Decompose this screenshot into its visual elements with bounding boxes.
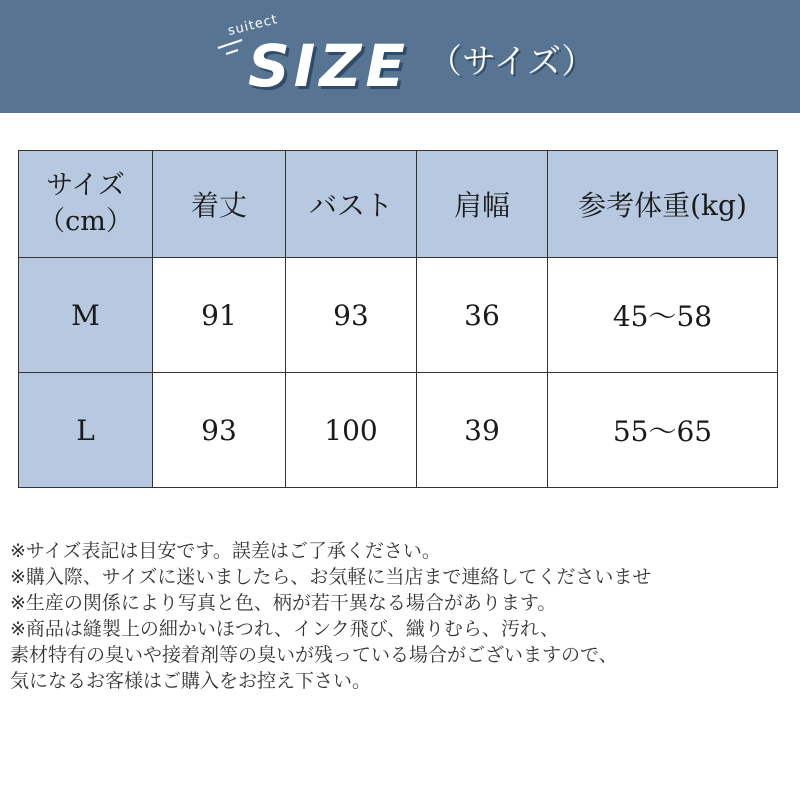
- row-header: L: [19, 373, 153, 488]
- size-table: [18, 150, 778, 488]
- note-line: ※購入際、サイズに迷いましたら、お気軽に当店まで連絡してくださいませ: [10, 566, 652, 588]
- table-cell: 91: [153, 258, 286, 373]
- note-line: 素材特有の臭いや接着剤等の臭いが残っている場合がございますので、: [10, 644, 618, 666]
- table-cell: 55～65: [548, 373, 778, 488]
- corner-label-size: サイズ: [46, 169, 125, 201]
- note-line: ※生産の関係により写真と色、柄が若干異なる場合があります。: [10, 592, 557, 614]
- row-header: M: [19, 258, 153, 373]
- notes-section: [10, 538, 790, 694]
- table-cell: 100: [286, 373, 417, 488]
- banner-subtitle: （サイズ）: [428, 42, 596, 82]
- size-logo: [212, 10, 412, 105]
- logo-title: SIZE: [248, 32, 410, 100]
- note-line: ※サイズ表記は目安です。誤差はご了承ください。: [10, 540, 441, 562]
- header-banner: [0, 0, 800, 113]
- column-header: バスト: [286, 151, 417, 258]
- logo-small-text: suitect: [226, 12, 280, 39]
- table-header-row: [19, 151, 778, 258]
- note-line: 気になるお客様はご購入をお控え下さい。: [10, 670, 372, 692]
- column-header: 肩幅: [417, 151, 548, 258]
- corner-label-unit: （cm）: [38, 206, 133, 237]
- table-cell: 45～58: [548, 258, 778, 373]
- table-row: [19, 373, 778, 488]
- table-cell: 39: [417, 373, 548, 488]
- note-line: ※商品は縫製上の細かいほつれ、インク飛び、織りむら、汚れ、: [10, 618, 560, 640]
- column-header: 着丈: [153, 151, 286, 258]
- table-cell: 93: [153, 373, 286, 488]
- table-cell: 93: [286, 258, 417, 373]
- table-cell: 36: [417, 258, 548, 373]
- corner-cell: [19, 151, 153, 258]
- column-header: 参考体重(kg): [548, 151, 778, 258]
- table-row: [19, 258, 778, 373]
